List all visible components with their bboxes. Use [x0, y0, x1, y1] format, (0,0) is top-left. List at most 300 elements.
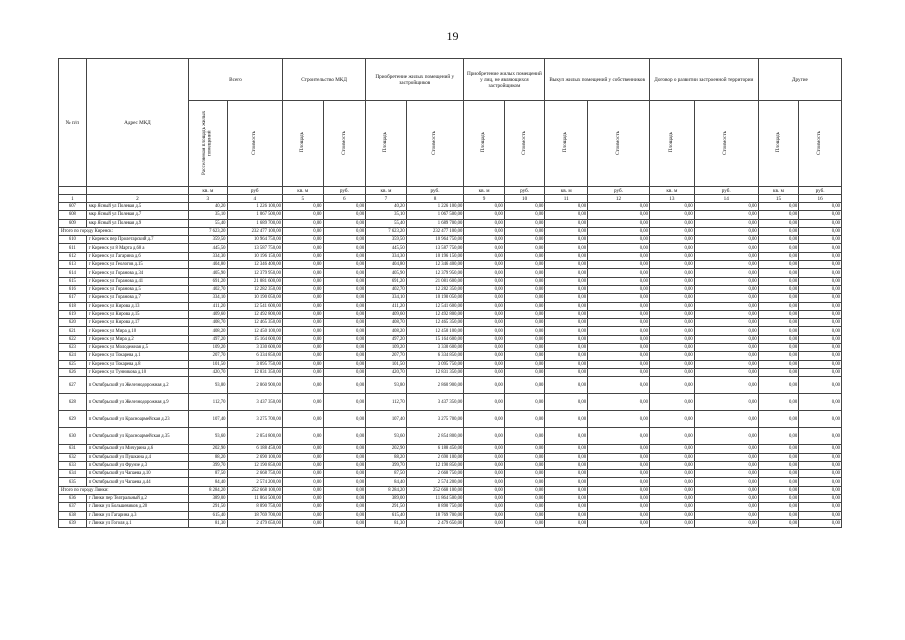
- cost-cell: 0,00: [588, 519, 650, 527]
- unit: кв. м: [189, 187, 227, 195]
- column-number: 16: [799, 195, 842, 203]
- area-cell: 615,40: [366, 511, 407, 519]
- area-cell: 0,00: [464, 445, 505, 453]
- units-row: [59, 187, 842, 195]
- header-area: Площадь: [480, 132, 487, 153]
- area-cell: 0,00: [758, 227, 799, 235]
- header-group-developer: Приобретение жилых помещений у застройщиков: [366, 59, 464, 101]
- cost-cell: 0,00: [323, 445, 366, 453]
- cost-cell: 0,00: [588, 285, 650, 293]
- cost-cell: 0,00: [799, 511, 842, 519]
- area-cell: 0,00: [758, 368, 799, 376]
- cost-cell: 15 164 600,00: [227, 335, 282, 343]
- area-cell: 399,70: [189, 461, 227, 469]
- area-cell: 0,00: [758, 294, 799, 302]
- cost-cell: 3 437 350,00: [406, 394, 464, 411]
- area-cell: 0,00: [545, 335, 588, 343]
- address-cell: г Лянки пер Театральный д.2: [86, 495, 188, 503]
- area-cell: 0,00: [649, 470, 694, 478]
- address-cell: г Лянки ул Гагарина д.3: [86, 511, 188, 519]
- header-group-construction: Строительство МКД: [282, 59, 365, 101]
- cost-cell: 3 330 600,00: [227, 344, 282, 352]
- cost-cell: 2 574 200,00: [227, 478, 282, 486]
- address-cell: п Октябрьский ул Мичурина д.6: [86, 445, 188, 453]
- cost-cell: 232 477 100,00: [227, 227, 282, 235]
- area-cell: 0,00: [545, 327, 588, 335]
- cost-cell: 0,00: [694, 335, 758, 343]
- cost-cell: 12 282 350,00: [227, 285, 282, 293]
- area-cell: 0,00: [758, 411, 799, 428]
- cost-cell: 0,00: [323, 352, 366, 360]
- cost-cell: 0,00: [588, 445, 650, 453]
- cost-cell: 0,00: [504, 394, 545, 411]
- row-number: 610: [59, 236, 87, 244]
- area-cell: 0,00: [464, 478, 505, 486]
- cost-cell: 0,00: [694, 236, 758, 244]
- column-number: 8: [406, 195, 464, 203]
- cost-cell: 0,00: [799, 277, 842, 285]
- area-cell: 0,00: [545, 344, 588, 352]
- area-cell: 0,00: [282, 211, 323, 219]
- cost-cell: 0,00: [799, 244, 842, 252]
- table-row: [59, 344, 842, 352]
- cost-cell: 0,00: [323, 470, 366, 478]
- area-cell: 0,00: [464, 219, 505, 227]
- header-cost: Стоимость: [614, 130, 621, 155]
- cost-cell: 0,00: [799, 377, 842, 394]
- area-cell: 359,50: [366, 236, 407, 244]
- cost-cell: 0,00: [588, 461, 650, 469]
- cost-cell: 0,00: [694, 394, 758, 411]
- address-cell: г Киренск ул Кирова д.15: [86, 310, 188, 318]
- area-cell: 0,00: [282, 227, 323, 235]
- cost-cell: 0,00: [799, 486, 842, 494]
- cost-cell: 0,00: [588, 319, 650, 327]
- area-cell: 0,00: [282, 360, 323, 368]
- area-cell: 0,00: [758, 277, 799, 285]
- column-number: 4: [227, 195, 282, 203]
- cost-cell: 0,00: [694, 461, 758, 469]
- cost-cell: 0,00: [323, 453, 366, 461]
- area-cell: 0,00: [282, 352, 323, 360]
- cost-cell: 0,00: [323, 503, 366, 511]
- header-group-non-developer: Приобретение жилых помещений у лиц, не являющихся застройщиком: [464, 59, 545, 101]
- area-cell: 81,30: [366, 519, 407, 527]
- cost-cell: 0,00: [323, 411, 366, 428]
- area-cell: 691,20: [189, 277, 227, 285]
- cost-cell: 0,00: [504, 302, 545, 310]
- unit: руб.: [799, 187, 842, 195]
- area-cell: 0,00: [649, 495, 694, 503]
- area-cell: 0,00: [545, 277, 588, 285]
- area-cell: 87,50: [366, 470, 407, 478]
- area-cell: 409,60: [189, 310, 227, 318]
- area-cell: 0,00: [758, 461, 799, 469]
- address-cell: г Лянки ул Гоголя д.1: [86, 519, 188, 527]
- area-cell: 93,60: [189, 428, 227, 445]
- area-cell: 109,20: [189, 344, 227, 352]
- area-cell: 0,00: [758, 203, 799, 211]
- area-cell: 0,00: [649, 277, 694, 285]
- area-cell: 0,00: [464, 470, 505, 478]
- cost-cell: 2 574 200,00: [406, 478, 464, 486]
- cost-cell: 3 095 750,00: [406, 360, 464, 368]
- row-number: 617: [59, 294, 87, 302]
- unit: руб.: [588, 187, 650, 195]
- table-row: [59, 310, 842, 318]
- cost-cell: 0,00: [504, 211, 545, 219]
- area-cell: 0,00: [464, 394, 505, 411]
- cost-cell: 0,00: [799, 261, 842, 269]
- row-number: 631: [59, 445, 87, 453]
- cost-cell: 1 689 700,00: [227, 219, 282, 227]
- area-cell: 40,20: [366, 203, 407, 211]
- area-cell: 0,00: [649, 335, 694, 343]
- area-cell: 0,00: [282, 428, 323, 445]
- cost-cell: 0,00: [588, 294, 650, 302]
- area-cell: 0,00: [545, 519, 588, 527]
- cost-cell: 21 081 600,00: [227, 277, 282, 285]
- area-cell: 0,00: [758, 495, 799, 503]
- cost-cell: 0,00: [504, 319, 545, 327]
- area-cell: 0,00: [758, 310, 799, 318]
- cost-cell: 0,00: [799, 453, 842, 461]
- cost-cell: 0,00: [323, 269, 366, 277]
- cost-cell: 10 964 750,00: [406, 236, 464, 244]
- cost-cell: 0,00: [694, 244, 758, 252]
- area-cell: 0,00: [758, 453, 799, 461]
- area-cell: 404,80: [366, 261, 407, 269]
- cost-cell: 0,00: [588, 236, 650, 244]
- area-cell: 101,50: [189, 360, 227, 368]
- area-cell: 0,00: [464, 310, 505, 318]
- area-cell: 0,00: [545, 368, 588, 376]
- area-cell: 0,00: [545, 486, 588, 494]
- header-area: Площадь: [668, 132, 675, 153]
- area-cell: 334,10: [366, 294, 407, 302]
- area-cell: 0,00: [545, 219, 588, 227]
- cost-cell: 232 477 100,00: [406, 227, 464, 235]
- cost-cell: 12 346 400,00: [227, 261, 282, 269]
- cost-cell: 0,00: [799, 219, 842, 227]
- cost-cell: 0,00: [504, 377, 545, 394]
- cost-cell: 0,00: [504, 269, 545, 277]
- cost-cell: 0,00: [694, 327, 758, 335]
- address-cell: п Октябрьский ул Железнодорожная д.2: [86, 377, 188, 394]
- column-number: 2: [86, 195, 188, 203]
- cost-cell: 0,00: [799, 470, 842, 478]
- cost-cell: 12 190 850,00: [227, 461, 282, 469]
- area-cell: 420,70: [189, 368, 227, 376]
- table-row: [59, 445, 842, 453]
- unit: руб.: [323, 187, 366, 195]
- area-cell: 202,90: [189, 445, 227, 453]
- cost-cell: 0,00: [504, 368, 545, 376]
- area-cell: 207,70: [189, 352, 227, 360]
- row-number: 624: [59, 352, 87, 360]
- area-cell: 0,00: [464, 511, 505, 519]
- area-cell: 0,00: [464, 486, 505, 494]
- area-cell: 112,70: [366, 394, 407, 411]
- area-cell: 334,10: [189, 294, 227, 302]
- area-cell: 7 623,20: [189, 227, 227, 235]
- header-address: Адрес МКД: [86, 59, 188, 187]
- area-cell: 0,00: [464, 428, 505, 445]
- area-cell: 291,50: [189, 503, 227, 511]
- cost-cell: 0,00: [504, 277, 545, 285]
- area-cell: 0,00: [464, 211, 505, 219]
- area-cell: 0,00: [282, 310, 323, 318]
- area-cell: 0,00: [545, 495, 588, 503]
- cost-cell: 0,00: [694, 319, 758, 327]
- cost-cell: 12 282 350,00: [406, 285, 464, 293]
- cost-cell: 0,00: [588, 252, 650, 260]
- cost-cell: 0,00: [323, 461, 366, 469]
- area-cell: 0,00: [649, 327, 694, 335]
- cost-cell: 0,00: [323, 360, 366, 368]
- area-cell: 0,00: [464, 327, 505, 335]
- unit: кв. м: [649, 187, 694, 195]
- cost-cell: 12 492 800,00: [406, 310, 464, 318]
- cost-cell: 0,00: [588, 327, 650, 335]
- cost-cell: 10 190 050,00: [406, 294, 464, 302]
- unit: руб.: [504, 187, 545, 195]
- cost-cell: 0,00: [799, 461, 842, 469]
- area-cell: 0,00: [758, 261, 799, 269]
- cost-cell: 1 689 700,00: [406, 219, 464, 227]
- cost-cell: 0,00: [504, 519, 545, 527]
- area-cell: 408,70: [189, 319, 227, 327]
- row-number: 623: [59, 344, 87, 352]
- table-row: [59, 478, 842, 486]
- area-cell: 202,90: [366, 445, 407, 453]
- cost-cell: 0,00: [504, 252, 545, 260]
- area-cell: 0,00: [649, 236, 694, 244]
- cost-cell: 1 226 100,00: [406, 203, 464, 211]
- area-cell: 0,00: [649, 519, 694, 527]
- table-row: [59, 519, 842, 527]
- unit: руб.: [406, 187, 464, 195]
- area-cell: 0,00: [464, 236, 505, 244]
- area-cell: 409,60: [366, 310, 407, 318]
- address-cell: г Киренск ул Тунникова д.10: [86, 368, 188, 376]
- cost-cell: 2 860 900,00: [227, 377, 282, 394]
- cost-cell: 0,00: [588, 394, 650, 411]
- area-cell: 0,00: [282, 511, 323, 519]
- area-cell: 88,20: [189, 453, 227, 461]
- area-cell: 0,00: [282, 261, 323, 269]
- cost-cell: 0,00: [694, 486, 758, 494]
- area-cell: 0,00: [464, 319, 505, 327]
- column-number: 14: [694, 195, 758, 203]
- cost-cell: 0,00: [588, 377, 650, 394]
- header-cost: Стоимость: [431, 130, 438, 155]
- address-cell: г Киренск ул Горанова д.41: [86, 277, 188, 285]
- cost-cell: 0,00: [323, 344, 366, 352]
- cost-cell: 0,00: [504, 227, 545, 235]
- area-cell: 0,00: [282, 335, 323, 343]
- cost-cell: 10 190 050,00: [227, 294, 282, 302]
- address-cell: г Киренск ул Геологов д.15: [86, 261, 188, 269]
- area-cell: 0,00: [649, 302, 694, 310]
- column-number: 1: [59, 195, 87, 203]
- area-cell: 0,00: [758, 302, 799, 310]
- area-cell: 402,70: [366, 285, 407, 293]
- cost-cell: 2 668 750,00: [227, 470, 282, 478]
- area-cell: 0,00: [758, 511, 799, 519]
- area-cell: 408,20: [366, 327, 407, 335]
- address-cell: г Киренск пер Пролетарский д.7: [86, 236, 188, 244]
- cost-cell: 0,00: [323, 319, 366, 327]
- header-area: Площадь: [562, 132, 569, 153]
- area-cell: 0,00: [464, 377, 505, 394]
- cost-cell: 0,00: [694, 203, 758, 211]
- table-row: [59, 302, 842, 310]
- area-cell: 0,00: [464, 503, 505, 511]
- header-area: Площадь: [774, 132, 781, 153]
- cost-cell: 3 095 750,00: [227, 360, 282, 368]
- row-number: 608: [59, 211, 87, 219]
- area-cell: 408,20: [189, 327, 227, 335]
- area-cell: 0,00: [649, 269, 694, 277]
- cost-cell: 8 890 750,00: [227, 503, 282, 511]
- cost-cell: 0,00: [694, 219, 758, 227]
- cost-cell: 0,00: [323, 252, 366, 260]
- area-cell: 0,00: [649, 244, 694, 252]
- area-cell: 615,40: [189, 511, 227, 519]
- area-cell: 0,00: [649, 503, 694, 511]
- area-cell: 399,70: [366, 461, 407, 469]
- cost-cell: 0,00: [588, 503, 650, 511]
- cost-cell: 0,00: [799, 211, 842, 219]
- cost-cell: 3 330 600,00: [406, 344, 464, 352]
- area-cell: 0,00: [758, 486, 799, 494]
- cost-cell: 0,00: [504, 335, 545, 343]
- table-row: [59, 277, 842, 285]
- cost-cell: 252 668 100,00: [406, 486, 464, 494]
- area-cell: 0,00: [545, 203, 588, 211]
- column-number: 15: [758, 195, 799, 203]
- row-number: 637: [59, 503, 87, 511]
- cost-cell: 0,00: [504, 360, 545, 368]
- cost-cell: 2 479 650,00: [227, 519, 282, 527]
- area-cell: 0,00: [758, 244, 799, 252]
- address-cell: п Октябрьский ул Железнодорожная д.9: [86, 394, 188, 411]
- cost-cell: 13 587 750,00: [227, 244, 282, 252]
- cost-cell: 12 541 600,00: [406, 302, 464, 310]
- cost-cell: 12 831 350,00: [406, 368, 464, 376]
- cost-cell: 13 587 750,00: [406, 244, 464, 252]
- area-cell: 0,00: [282, 203, 323, 211]
- cost-cell: 0,00: [504, 294, 545, 302]
- column-number: 5: [282, 195, 323, 203]
- cost-cell: 0,00: [504, 453, 545, 461]
- cost-cell: 0,00: [504, 428, 545, 445]
- cost-cell: 0,00: [504, 511, 545, 519]
- cost-cell: 0,00: [694, 261, 758, 269]
- area-cell: 0,00: [758, 335, 799, 343]
- row-number: 621: [59, 327, 87, 335]
- cost-cell: 0,00: [504, 285, 545, 293]
- cost-cell: 0,00: [799, 236, 842, 244]
- area-cell: 0,00: [464, 344, 505, 352]
- cost-cell: 0,00: [588, 203, 650, 211]
- cost-cell: 0,00: [504, 327, 545, 335]
- column-number: 10: [504, 195, 545, 203]
- area-cell: 101,50: [366, 360, 407, 368]
- total-row: [59, 227, 842, 235]
- header-group-buyout: Выкуп жилых помещений у собственников: [545, 59, 650, 101]
- address-cell: мкр Ясный ул Полевая д.9: [86, 219, 188, 227]
- cost-cell: 0,00: [504, 411, 545, 428]
- area-cell: 0,00: [282, 394, 323, 411]
- area-cell: 0,00: [649, 360, 694, 368]
- cost-cell: 6 188 450,00: [406, 445, 464, 453]
- cost-cell: 0,00: [323, 327, 366, 335]
- cost-cell: 0,00: [694, 269, 758, 277]
- row-number: 632: [59, 453, 87, 461]
- area-cell: 405,90: [189, 269, 227, 277]
- area-cell: 0,00: [649, 453, 694, 461]
- area-cell: 88,20: [366, 453, 407, 461]
- cost-cell: 0,00: [694, 511, 758, 519]
- area-cell: 0,00: [464, 335, 505, 343]
- cost-cell: 0,00: [799, 285, 842, 293]
- area-cell: 691,20: [366, 277, 407, 285]
- area-cell: 0,00: [282, 327, 323, 335]
- area-cell: 0,00: [649, 310, 694, 318]
- area-cell: 0,00: [649, 461, 694, 469]
- area-cell: 0,00: [545, 503, 588, 511]
- cost-cell: 0,00: [799, 294, 842, 302]
- address-cell: п Октябрьский ул Чапаева д.10: [86, 470, 188, 478]
- area-cell: 0,00: [464, 285, 505, 293]
- cost-cell: 0,00: [588, 360, 650, 368]
- cost-cell: 0,00: [323, 368, 366, 376]
- table-row: [59, 461, 842, 469]
- area-cell: 0,00: [649, 294, 694, 302]
- address-cell: г Киренск ул Кирова д.13: [86, 302, 188, 310]
- cost-cell: 15 164 600,00: [406, 335, 464, 343]
- cost-cell: 0,00: [694, 470, 758, 478]
- cost-cell: 8 890 750,00: [406, 503, 464, 511]
- area-cell: 40,20: [189, 203, 227, 211]
- area-cell: 8 284,20: [366, 486, 407, 494]
- column-number: 11: [545, 195, 588, 203]
- area-cell: 109,20: [366, 344, 407, 352]
- page-number: 19: [446, 29, 459, 43]
- area-cell: 0,00: [758, 445, 799, 453]
- row-number: 629: [59, 411, 87, 428]
- table-row: [59, 211, 842, 219]
- row-number: 619: [59, 310, 87, 318]
- cost-cell: 0,00: [323, 486, 366, 494]
- cost-cell: 1 067 500,00: [406, 211, 464, 219]
- cost-cell: 0,00: [694, 252, 758, 260]
- row-number: 639: [59, 519, 87, 527]
- area-cell: 0,00: [758, 360, 799, 368]
- cost-cell: 0,00: [588, 344, 650, 352]
- area-cell: 0,00: [649, 261, 694, 269]
- column-number: 7: [366, 195, 407, 203]
- area-cell: 0,00: [282, 445, 323, 453]
- cost-cell: 0,00: [799, 478, 842, 486]
- area-cell: 0,00: [545, 394, 588, 411]
- area-cell: 0,00: [464, 352, 505, 360]
- cost-cell: 0,00: [323, 244, 366, 252]
- header-cost: Стоимость: [816, 130, 823, 155]
- cost-cell: 0,00: [799, 335, 842, 343]
